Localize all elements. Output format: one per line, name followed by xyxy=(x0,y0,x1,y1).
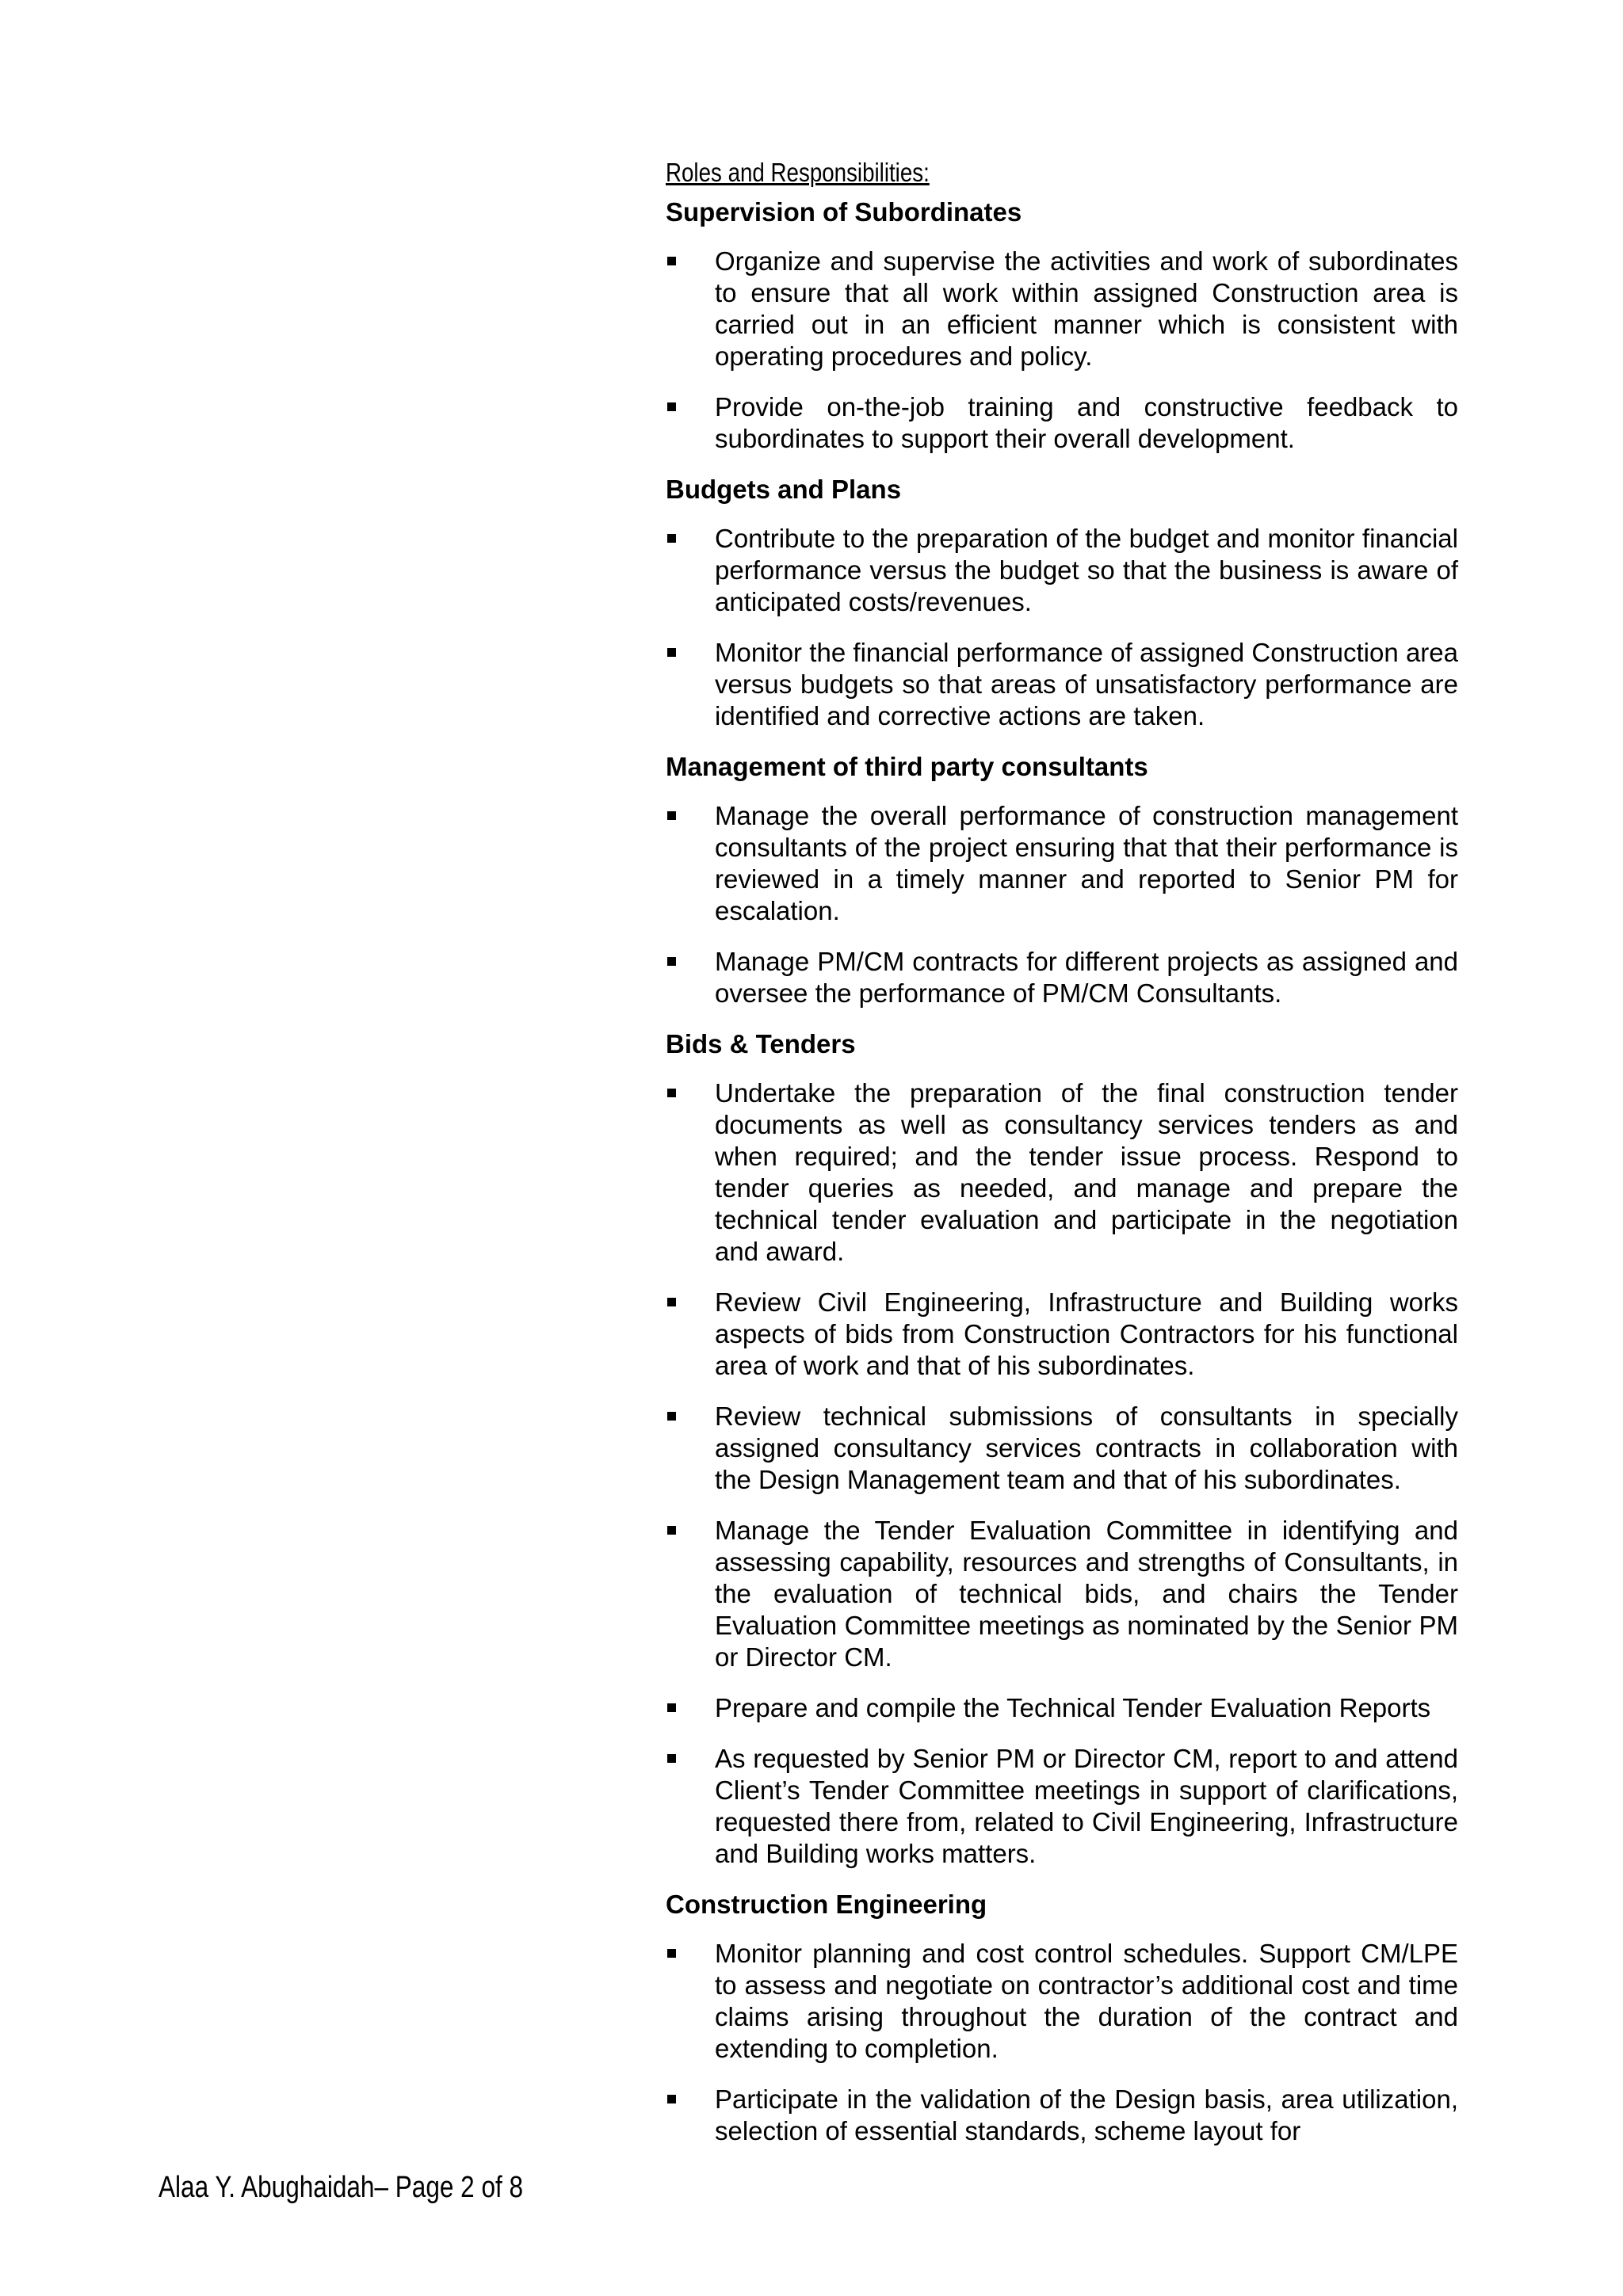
square-bullet-icon xyxy=(667,1526,676,1535)
bullet-item xyxy=(666,1692,1458,1724)
section-heading: Supervision of Subordinates xyxy=(666,197,1022,227)
bullet-item xyxy=(666,800,1458,927)
document-body xyxy=(666,157,1458,2166)
bullet-list xyxy=(666,1077,1458,1870)
bullet-item xyxy=(666,1743,1458,1870)
bullet-text: Provide on-the-job training and constructive feedback to subordinates to support their overall development. xyxy=(715,392,1458,453)
square-bullet-icon xyxy=(667,2095,676,2103)
sections-container xyxy=(666,196,1458,2147)
bullet-text: Prepare and compile the Technical Tender Evaluation Reports xyxy=(715,1693,1431,1722)
bullet-item xyxy=(666,2084,1458,2147)
bullet-item xyxy=(666,523,1458,618)
bullet-item xyxy=(666,246,1458,372)
page-footer: Alaa Y. Abughaidah– Page 2 of 8 xyxy=(158,2171,524,2204)
section-heading: Management of third party consultants xyxy=(666,752,1148,781)
bullet-item xyxy=(666,1287,1458,1382)
bullet-list xyxy=(666,246,1458,455)
square-bullet-icon xyxy=(667,402,676,411)
bullet-item xyxy=(666,391,1458,455)
square-bullet-icon xyxy=(667,257,676,265)
bullet-list xyxy=(666,1938,1458,2147)
bullet-text: Undertake the preparation of the final construction tender documents as well as consultancy services tenders as and when required; and the tender issue process. Respond to tender queries as needed, and manage and prepare the technical tender evaluation and participate in the negotiation and award. xyxy=(715,1078,1458,1266)
bullet-item xyxy=(666,1515,1458,1673)
roles-heading: Roles and Responsibilities: xyxy=(666,158,930,187)
bullet-text: Manage the Tender Evaluation Committee in identifying and assessing capability, resources and strengths of Consultants, in the evaluation of technical bids, and chairs the Tender Evaluation Committee meetings as nominated by the Senior PM or Director CM. xyxy=(715,1516,1458,1672)
bullet-text: Manage PM/CM contracts for different projects as assigned and oversee the performance of PM/CM Consultants. xyxy=(715,947,1458,1008)
bullet-text: Review technical submissions of consultants in specially assigned consultancy services contracts in collaboration with the Design Management team and that of his subordinates. xyxy=(715,1402,1458,1494)
bullet-list xyxy=(666,523,1458,732)
bullet-item xyxy=(666,1077,1458,1268)
square-bullet-icon xyxy=(667,1703,676,1712)
square-bullet-icon xyxy=(667,1949,676,1958)
bullet-item xyxy=(666,637,1458,732)
bullet-text: Review Civil Engineering, Infrastructure and Building works aspects of bids from Construction Contractors for his functional area of work and that of his subordinates. xyxy=(715,1287,1458,1380)
square-bullet-icon xyxy=(667,648,676,657)
bullet-text: Monitor planning and cost control schedules. Support CM/LPE to assess and negotiate on contractor’s additional cost and time claims arising throughout the duration of the contract and extending to completion. xyxy=(715,1939,1458,2063)
bullet-text: Monitor the financial performance of assigned Construction area versus budgets so that areas of unsatisfactory performance are identified and corrective actions are taken. xyxy=(715,638,1458,730)
square-bullet-icon xyxy=(667,1298,676,1306)
bullet-text: As requested by Senior PM or Director CM, report to and attend Client’s Tender Committee meetings in support of clarifications, requested there from, related to Civil Engineering, Infrastructure and Building works matters. xyxy=(715,1744,1458,1868)
bullet-text: Contribute to the preparation of the budget and monitor financial performance versus the budget so that the business is aware of anticipated costs/revenues. xyxy=(715,524,1458,616)
square-bullet-icon xyxy=(667,811,676,820)
square-bullet-icon xyxy=(667,957,676,966)
square-bullet-icon xyxy=(667,534,676,543)
bullet-text: Manage the overall performance of construction management consultants of the project ensuring that that their performance is reviewed in a timely manner and reported to Senior PM for escalation. xyxy=(715,801,1458,925)
square-bullet-icon xyxy=(667,1754,676,1763)
bullet-text: Participate in the validation of the Design basis, area utilization, selection of essential standards, scheme layout for xyxy=(715,2084,1458,2145)
bullet-item xyxy=(666,1938,1458,2065)
bullet-item xyxy=(666,1401,1458,1496)
section-heading: Budgets and Plans xyxy=(666,475,902,504)
section-heading: Bids & Tenders xyxy=(666,1029,856,1058)
section-heading: Construction Engineering xyxy=(666,1890,987,1919)
square-bullet-icon xyxy=(667,1089,676,1097)
bullet-item xyxy=(666,946,1458,1009)
square-bullet-icon xyxy=(667,1412,676,1421)
bullet-list xyxy=(666,800,1458,1009)
bullet-text: Organize and supervise the activities and work of subordinates to ensure that all work within assigned Construction area is carried out in an efficient manner which is consistent with operating procedures and policy. xyxy=(715,246,1458,371)
